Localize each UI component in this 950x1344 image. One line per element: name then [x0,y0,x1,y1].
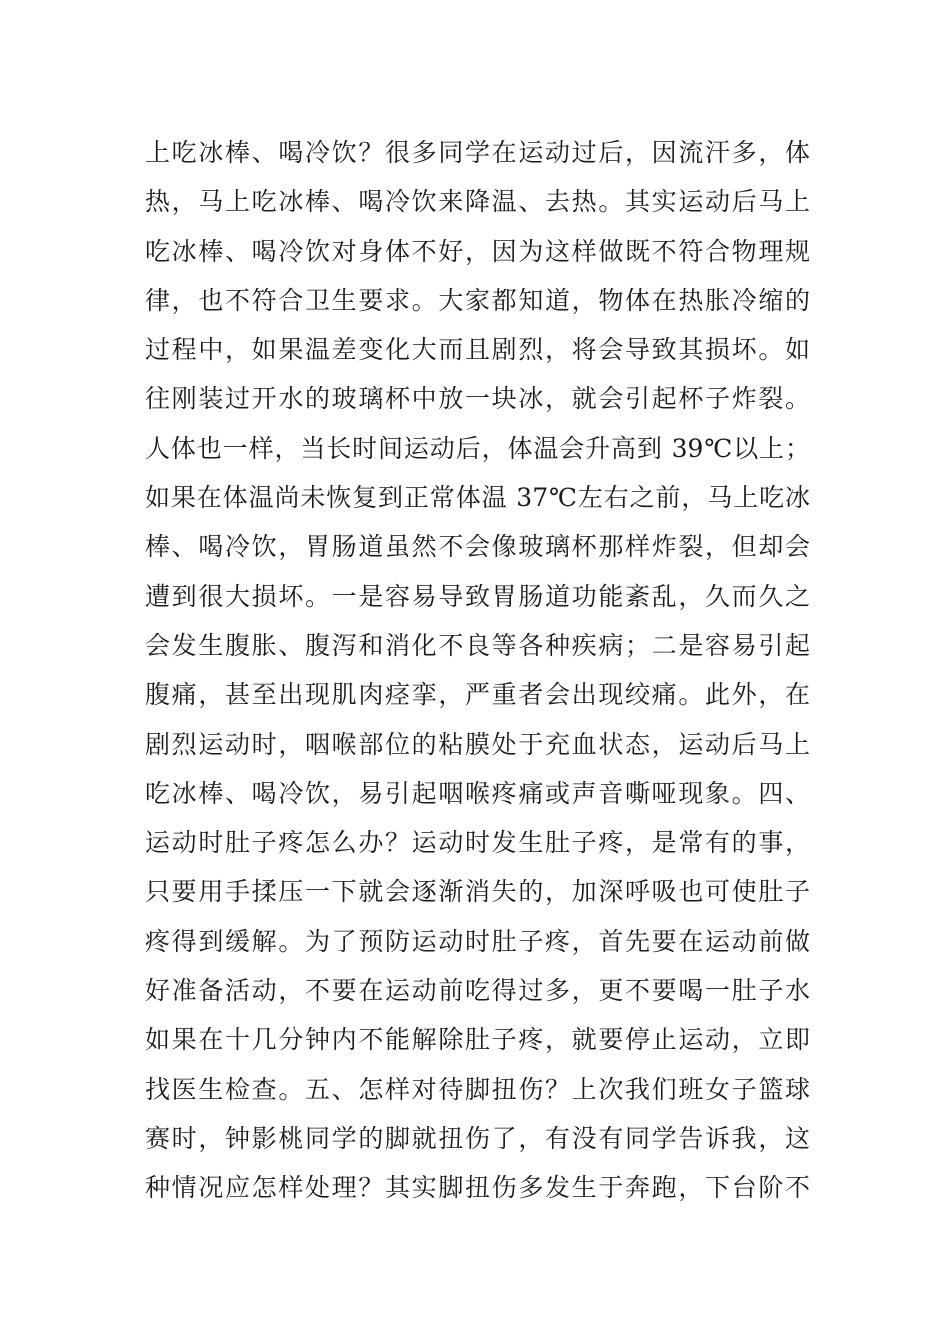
text-line: 遭到很大损坏。一是容易导致胃肠道功能紊乱，久而久之 [145,581,810,611]
text-line: 会发生腹胀、腹泻和消化不良等各种疾病；二是容易引起 [145,630,810,660]
text-line: 赛时，钟影桃同学的脚就扭伤了，有没有同学告诉我，这 [145,1123,810,1153]
text-line: 往刚装过开水的玻璃杯中放一块冰，就会引起杯子炸裂。 [145,384,810,414]
text-line: 好准备活动，不要在运动前吃得过多，更不要喝一肚子水 [145,976,810,1006]
text-line: 吃冰棒、喝冷饮对身体不好，因为这样做既不符合物理规 [145,236,810,266]
text-line: 腹痛，甚至出现肌肉痉挛，严重者会出现绞痛。此外，在 [145,680,810,710]
text-line: 运动时肚子疼怎么办？运动时发生肚子疼，是常有的事， [145,828,810,858]
text-line: 剧烈运动时，咽喉部位的粘膜处于充血状态，运动后马上 [145,729,810,759]
text-line: 如果在体温尚未恢复到正常体温 37℃左右之前，马上吃冰 [145,483,810,513]
text-line: 吃冰棒、喝冷饮，易引起咽喉疼痛或声音嘶哑现象。四、 [145,778,810,808]
text-line: 律，也不符合卫生要求。大家都知道，物体在热胀冷缩的 [145,285,810,315]
text-line: 只要用手揉压一下就会逐渐消失的，加深呼吸也可使肚子 [145,877,810,907]
text-line: 疼得到缓解。为了预防运动时肚子疼，首先要在运动前做 [145,926,810,956]
text-line: 棒、喝冷饮，胃肠道虽然不会像玻璃杯那样炸裂，但却会 [145,532,810,562]
text-line: 上吃冰棒、喝冷饮？很多同学在运动过后，因流汗多，体 [145,138,810,167]
text-line: 找医生检查。五、怎样对待脚扭伤？上次我们班女子篮球 [145,1074,810,1104]
text-line: 人体也一样，当长时间运动后，体温会升高到 39℃以上； [145,433,810,463]
body-text [145,128,810,1213]
text-line: 热，马上吃冰棒、喝冷饮来降温、去热。其实运动后马上 [145,187,810,217]
text-line: 种情况应怎样处理？其实脚扭伤多发生于奔跑，下台阶不 [145,1173,810,1203]
text-line: 如果在十几分钟内不能解除肚子疼，就要停止运动，立即 [145,1025,810,1055]
text-line: 过程中，如果温差变化大而且剧烈，将会导致其损坏。如 [145,335,810,365]
